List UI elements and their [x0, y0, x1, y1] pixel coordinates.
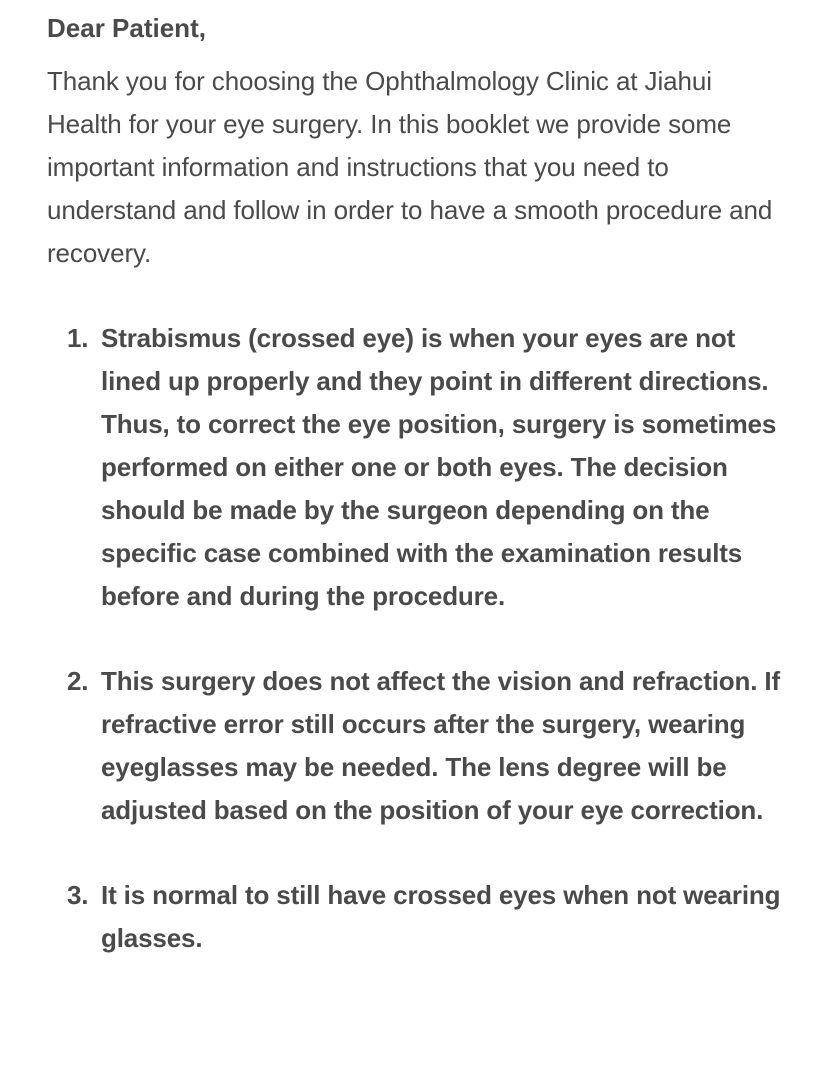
list-item-number-text: 3.	[67, 880, 89, 910]
list-item-text: This surgery does not affect the vision and refraction. If refractive error still occurs after the surgery, wearing eyeglasses may be needed. The lens degree will be adjusted based on the position of your eye correction.	[101, 666, 780, 825]
list-item-number	[47, 874, 101, 960]
list-item-number-text: 1.	[67, 323, 89, 353]
list-item-text: Strabismus (crossed eye) is when your eyes are not lined up properly and they point in different directions. Thus, to correct the eye position, surgery is sometimes performed on either one or both eyes. The decision should be made by the surgeon depending on the specific case combined with the examination results before and during the procedure.	[101, 323, 777, 611]
list-item-number	[47, 660, 101, 832]
list-item-number-text: 2.	[67, 666, 89, 696]
list-item	[47, 660, 792, 832]
instruction-list	[47, 317, 792, 960]
list-item-text: It is normal to still have crossed eyes when not wearing glasses.	[101, 880, 781, 953]
list-item-number	[47, 317, 101, 618]
greeting: Dear Patient,	[47, 13, 206, 43]
list-item	[47, 874, 792, 960]
list-item	[47, 317, 792, 618]
intro-paragraph: Thank you for choosing the Ophthalmology Clinic at Jiahui Health for your eye surgery. In this booklet we provide some important information and instructions that you need to understand and follow in order to have a smooth procedure and recovery.	[47, 66, 773, 268]
